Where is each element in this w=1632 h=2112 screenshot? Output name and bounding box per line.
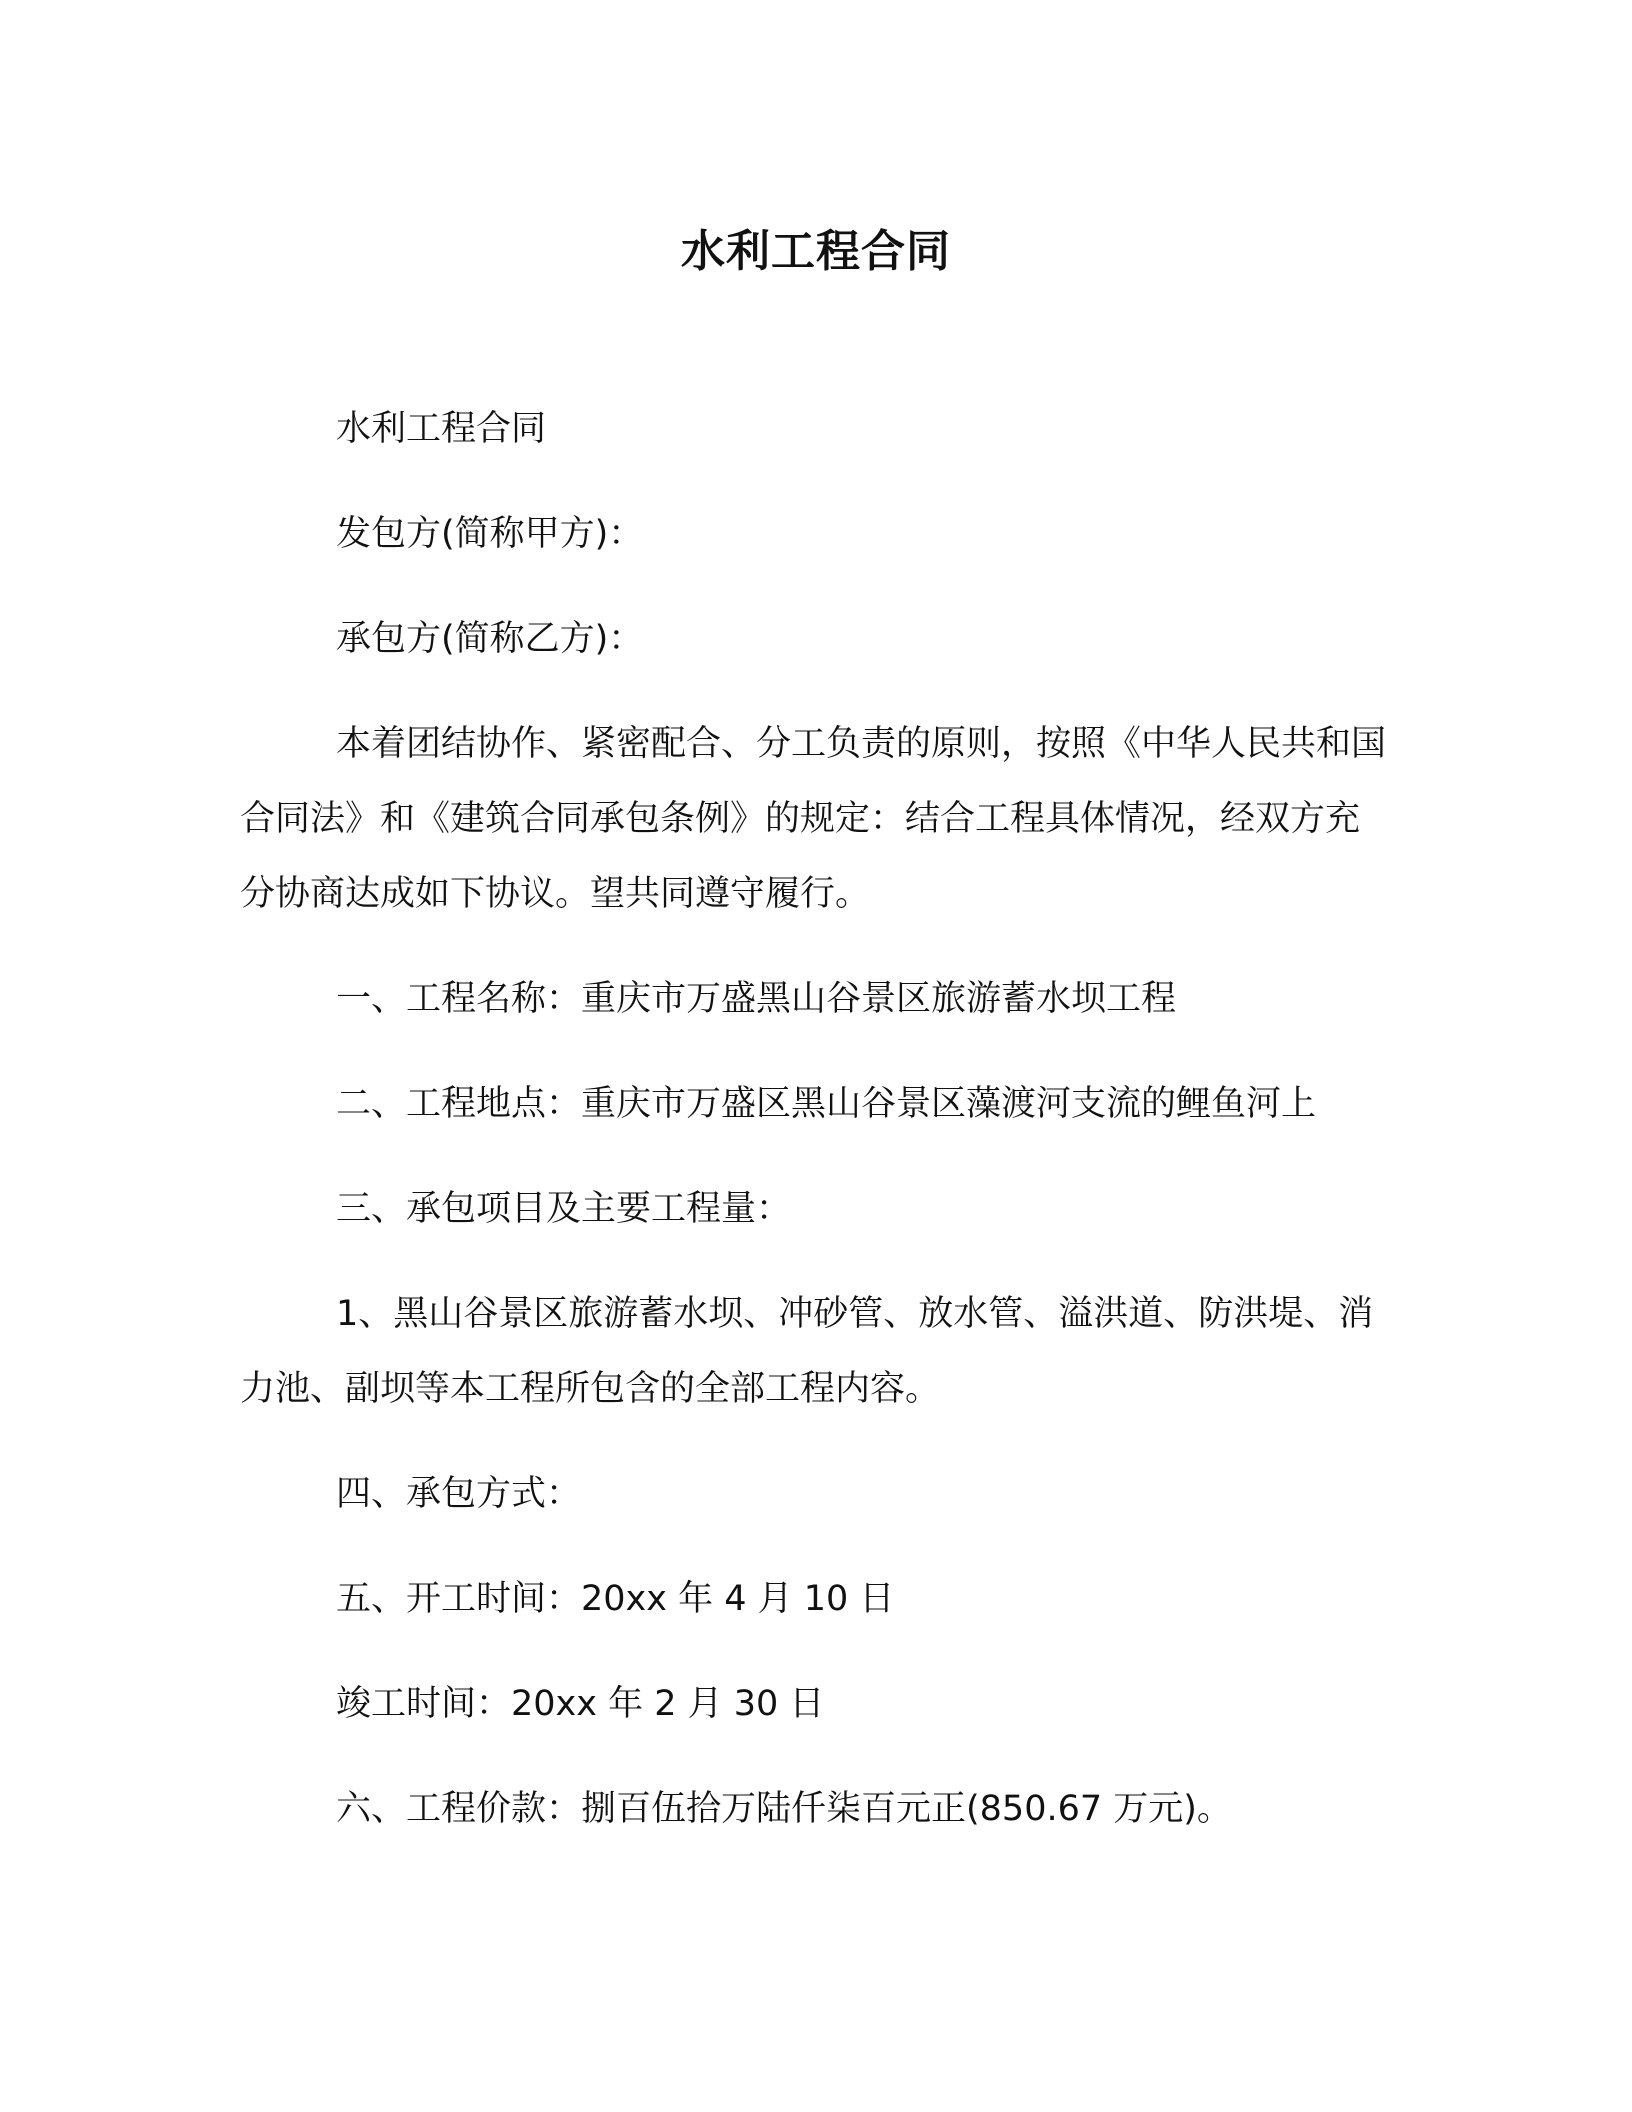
paragraph-project-name: 一、工程名称：重庆市万盛黑山谷景区旅游蓄水坝工程 [336,979,1177,1019]
paragraph-party-b: 承包方(简称乙方)： [336,619,644,659]
paragraph-heading: 水利工程合同 [336,409,547,449]
paragraph-completion-date: 竣工时间：20xx 年 2 月 30 日 [336,1684,825,1724]
paragraph-project-location: 二、工程地点：重庆市万盛区黑山谷景区藻渡河支流的鲤鱼河上 [336,1084,1317,1124]
paragraph-scope-item-1: 1、黑山谷景区旅游蓄水坝、冲砂管、放水管、溢洪道、防洪堤、消力池、副坝等本工程所包含的全部工程内容。 [240,1294,1374,1409]
paragraph-preamble: 本着团结协作、紧密配合、分工负责的原则，按照《中华人民共和国合同法》和《建筑合同承包条例》的规定：结合工程具体情况，经双方充分协商达成如下协议。望共同遵守履行。 [240,724,1387,914]
paragraph-contract-method: 四、承包方式： [336,1474,582,1514]
paragraph-contract-price: 六、工程价款：捌百伍拾万陆仟柒百元正(850.67 万元)。 [336,1789,1232,1829]
paragraph-party-a: 发包方(简称甲方)： [336,514,644,554]
document-body [240,392,1392,1877]
paragraph-scope-heading: 三、承包项目及主要工程量： [336,1189,792,1229]
paragraph-start-date: 五、开工时间：20xx 年 4 月 10 日 [336,1579,895,1619]
document-title: 水利工程合同 [681,226,951,277]
